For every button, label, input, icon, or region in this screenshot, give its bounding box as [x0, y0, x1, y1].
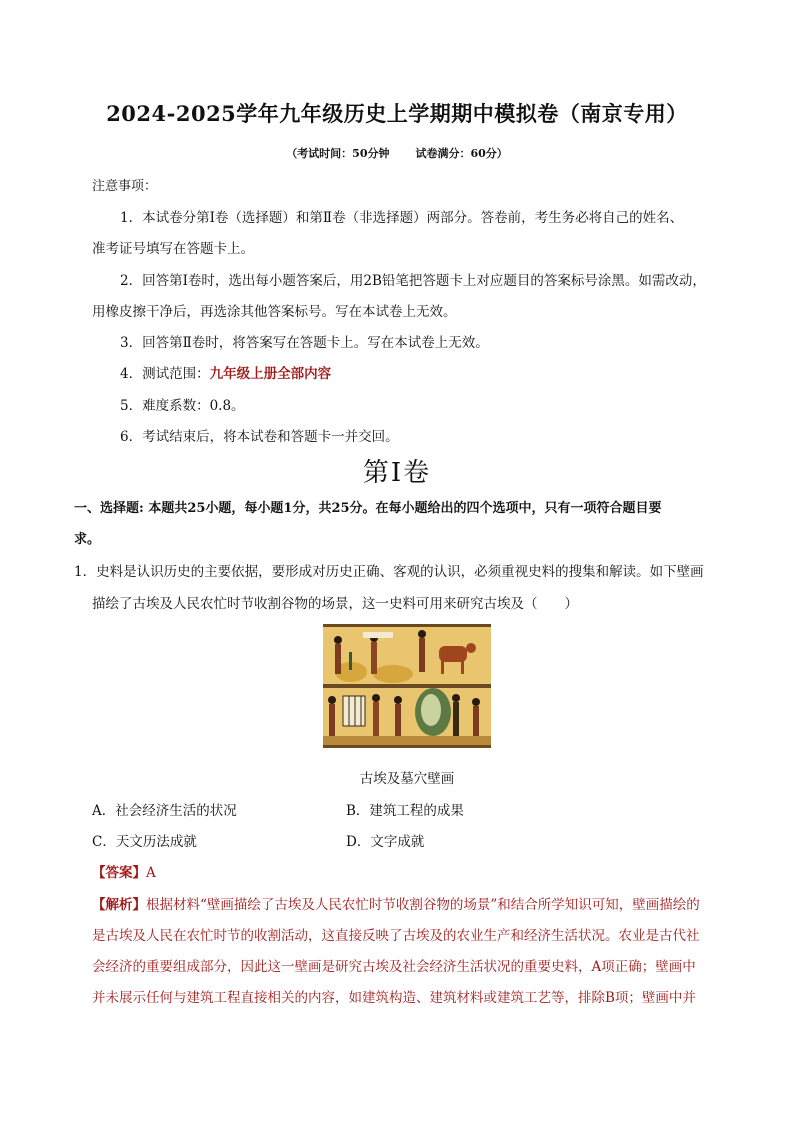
analysis-line-1 [92, 893, 700, 913]
section-instructions-1: 一、选择题: 本题共25小题，每小题1分，共25分。在每小题给出的四个选项中，只有一项符合题目要 [74, 501, 662, 516]
note-item-2b: 用橡皮擦干净后，再选涂其他答案标号。写在本试卷上无效。 [92, 304, 457, 320]
note-item-6: 6．考试结束后，将本试卷和答题卡一并交回。 [120, 429, 399, 445]
exam-score: 试卷满分：60分） [415, 147, 508, 160]
question-1-stem-b: 描绘了古埃及人民农忙时节收割谷物的场景，这一史料可用来研究古埃及（ ） [92, 596, 578, 612]
answer-line [92, 861, 156, 881]
analysis-line-2: 是古埃及人民在农忙时节的收割活动，这直接反映了古埃及的农业生产和经济生活状况。农业是古代社 [92, 928, 700, 944]
note-item-2a: 2．回答第Ⅰ卷时，选出每小题答案后，用2B铅笔把答题卡上对应题目的答案标号涂黑。如需改动， [120, 273, 706, 289]
note-item-1b: 准考证号填写在答题卡上。 [92, 241, 254, 257]
egyptian-mural-image [323, 624, 491, 748]
analysis-line-3: 会经济的重要组成部分，因此这一壁画是研究古埃及社会经济生活状况的重要史料，A项正确；壁画中 [92, 959, 696, 975]
analysis-label: 【解析】 [92, 897, 146, 913]
note-item-4-label: 4．测试范围： [120, 366, 210, 382]
note-item-4 [120, 362, 331, 382]
volume-title: 第Ⅰ卷 [362, 458, 432, 488]
exam-time: （考试时间：50分钟 [286, 147, 390, 160]
option-d: D．文字成就 [346, 834, 425, 850]
page-title: 2024-2025学年九年级历史上学期期中模拟卷（南京专用） [106, 101, 688, 126]
option-c: C．天文历法成就 [92, 834, 197, 850]
figure-caption: 古埃及墓穴壁画 [359, 771, 455, 787]
analysis-line-4: 并未展示任何与建筑工程直接相关的内容，如建筑构造、建筑材料或建筑工艺等，排除B项；壁画中并 [92, 990, 696, 1006]
answer-label: 【答案】 [92, 865, 146, 881]
notes-heading: 注意事项： [92, 179, 158, 194]
option-b: B．建筑工程的成果 [346, 803, 464, 819]
exam-subtitle [0, 145, 794, 161]
analysis-text-1: 根据材料“壁画描绘了古埃及人民农忙时节收割谷物的场景”和结合所学知识可知，壁画描绘的 [146, 897, 700, 913]
answer-value: A [146, 865, 156, 881]
note-item-4-value: 九年级上册全部内容 [209, 366, 332, 382]
note-item-1a: 1．本试卷分第Ⅰ卷（选择题）和第Ⅱ卷（非选择题）两部分。答卷前，考生务必将自己的姓名、 [120, 210, 684, 226]
mural-illustration [323, 624, 491, 748]
note-item-3: 3．回答第Ⅱ卷时，将答案写在答题卡上。写在本试卷上无效。 [120, 335, 489, 351]
question-1-stem-a: 1．史料是认识历史的主要依据，要形成对历史正确、客观的认识，必须重视史料的搜集和解读。如下壁画 [74, 564, 704, 580]
note-item-5: 5．难度系数：0.8。 [120, 398, 245, 414]
option-a: A．社会经济生活的状况 [92, 803, 237, 819]
section-instructions-2: 求。 [74, 532, 101, 547]
